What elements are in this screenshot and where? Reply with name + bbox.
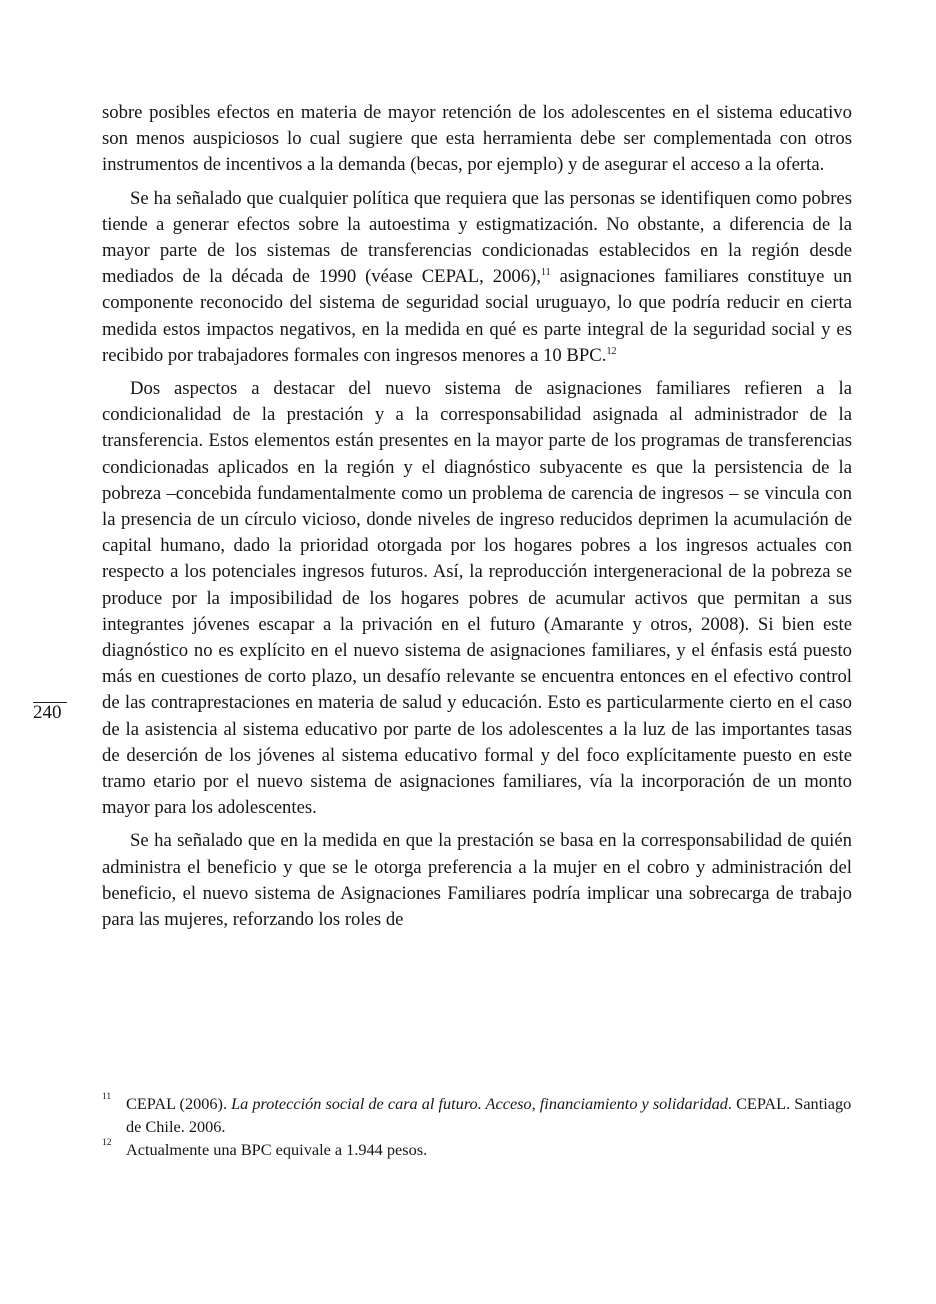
footnote-ref-11[interactable]: 11: [541, 267, 551, 279]
paragraph-4-text: Se ha señalado que en la medida en que la prestación se basa en la corresponsabilidad de quién administra el beneficio y que se le otorga preferencia a la mujer en el cobro y administración del beneficio, el nuevo sistema de Asignaciones Familiares podría implicar una sobrecarga de trabajo para las mujeres, reforzando los roles de: [102, 830, 852, 931]
footnote-mark-12: 12: [102, 1138, 112, 1148]
paragraph-1: [102, 100, 852, 179]
paragraph-4: [102, 828, 852, 933]
footnote-12-text: Actualmente una BPC equivale a 1.944 pesos.: [126, 1140, 428, 1159]
footnote-12: [102, 1138, 852, 1161]
paragraph-2-text-b: asignaciones familiares constituye un componente reconocido del sistema de seguridad social uruguayo, lo que podría reducir en cierta medida estos impactos negativos, en la medida en qué es parte integral de la seguridad social y es recibido por trabajadores formales con ingresos menores a 10 BPC.: [102, 266, 852, 366]
paragraph-2-text-a: Se ha señalado que cualquier política que requiera que las personas se identifiquen como pobres tiende a generar efectos sobre la autoestima y estigmatización. No obstante, a diferencia de la mayor parte de los sistemas de transferencias condicionadas establecidos en la región desde mediados de la década de 1990 (véase CEPAL, 2006),: [102, 187, 852, 288]
footnote-mark-11: 11: [102, 1092, 112, 1102]
footnote-ref-12[interactable]: 12: [606, 345, 617, 357]
paragraph-3-text: Dos aspectos a destacar del nuevo sistema de asignaciones familiares refieren a la condicionalidad de la prestación y a la corresponsabilidad asignada al administrador de la transferencia. Estos elementos están presentes en la mayor parte de los programas de transferencias condicionadas aplicados en la región y el diagnóstico subyacente es que la persistencia de la pobreza –concebida fundamentalmente como un problema de carencia de ingresos – se vincula con la presencia de un círculo vicioso, donde niveles de ingreso reducidos deprimen la acumulación de capital humano, dado la prioridad otorgada por los hogares pobres a los ingresos actuales con respecto a los potenciales ingresos futuros. Así, la reproducción intergeneracional de la pobreza se produce por la imposibilidad de los hogares pobres de acumular activos que permitan a sus integrantes jóvenes escapar a la privación en el futuro (Amarante y otros, 2008). Si bien este diagnóstico no es explícito en el nuevo sistema de asignaciones familiares, y el énfasis está puesto más en cuestiones de corto plazo, un desafío relevante se encuentra entonces en el efectivo control de las contraprestaciones en materia de salud y educación. Esto es particularmente cierto en el caso de la asistencia al sistema educativo por parte de los adolescentes a la luz de las importantes tasas de deserción de los jóvenes al sistema educativo formal y del foco explícitamente puesto en este tramo etario por el nuevo sistema de asignaciones familiares, vía la incorporación de un monto mayor para los adolescentes.: [102, 378, 852, 819]
body-text: [102, 100, 852, 940]
footnote-11-title: La protección social de cara al futuro. Acceso, financiamiento y solidaridad: [231, 1094, 728, 1113]
footnotes: [102, 1092, 852, 1161]
paragraph-2: [102, 186, 852, 369]
footnote-11-lead: CEPAL (2006).: [126, 1094, 232, 1113]
paragraph-3: [102, 376, 852, 821]
footnote-11-tail: . CEPAL. Santiago de Chile. 2006.: [126, 1094, 852, 1136]
paragraph-1-text: sobre posibles efectos en materia de mayor retención de los adolescentes en el sistema educativo son menos auspiciosos lo cual sugiere que esta herramienta debe ser complementada con otros instrumentos de incentivos a la demanda (becas, por ejemplo) y de asegurar el acceso a la oferta.: [102, 102, 852, 176]
page-number: 240: [33, 702, 62, 723]
footnote-11: [102, 1092, 852, 1138]
